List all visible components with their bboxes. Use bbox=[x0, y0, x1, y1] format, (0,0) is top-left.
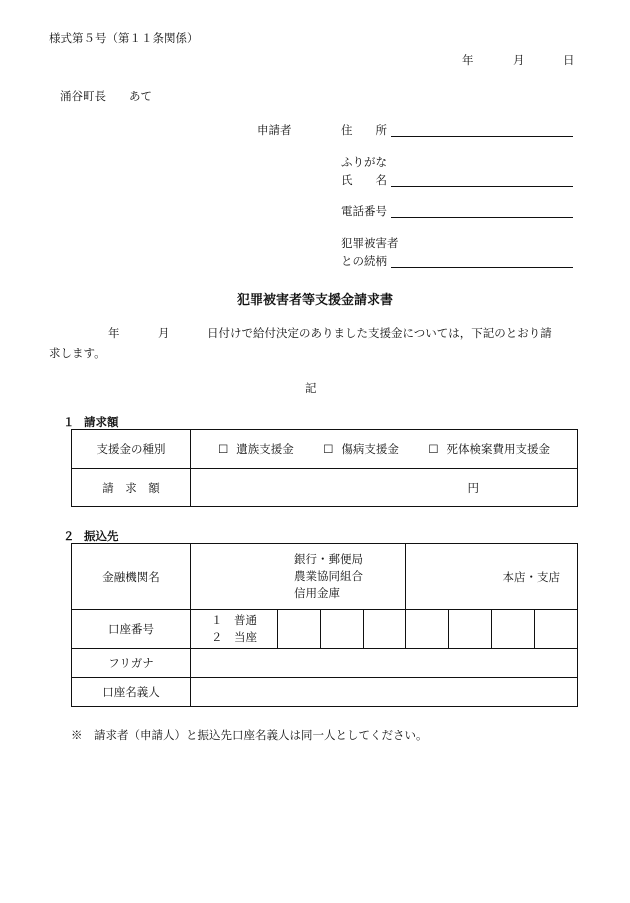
account-type-ordinary: １ 普通 bbox=[211, 613, 257, 627]
account-digit-box[interactable] bbox=[278, 610, 321, 649]
account-type-current: ２ 当座 bbox=[211, 630, 257, 644]
checkbox-icon[interactable]: ☐ bbox=[323, 442, 334, 456]
transfer-table bbox=[71, 543, 578, 707]
account-digit-box[interactable] bbox=[492, 610, 535, 649]
amount-label: 請 求 額 bbox=[72, 469, 191, 507]
section2-heading: 振込先 bbox=[84, 529, 119, 543]
name-label: 氏 名 bbox=[341, 173, 387, 187]
body-line2: 求します。 bbox=[49, 346, 106, 360]
account-number-label: 口座番号 bbox=[72, 610, 191, 649]
date-month-label: 月 bbox=[513, 53, 525, 67]
relation-label-1: 犯罪被害者 bbox=[341, 236, 399, 250]
applicant-label: 申請者 bbox=[257, 123, 292, 137]
bank-type-1: 銀行・郵便局 bbox=[294, 552, 363, 566]
claim-amount-table bbox=[71, 429, 578, 507]
branch-field[interactable] bbox=[406, 544, 578, 610]
account-digit-box[interactable] bbox=[364, 610, 406, 649]
account-digit-box[interactable] bbox=[535, 610, 578, 649]
furigana-label: ふりがな bbox=[341, 155, 387, 169]
section2-number: ２ bbox=[63, 529, 75, 543]
checkbox-icon[interactable]: ☐ bbox=[217, 442, 229, 456]
furigana-row-label: フリガナ bbox=[72, 649, 191, 678]
branch-label: 本店・支店 bbox=[502, 569, 560, 584]
option-injury: 傷病支援金 bbox=[341, 442, 399, 456]
bank-label: 金融機関名 bbox=[72, 544, 191, 610]
body-line1: 日付けで給付決定のありました支援金については，下記のとおり請 bbox=[207, 326, 552, 340]
body-year: 年 bbox=[108, 326, 120, 340]
form-number: 様式第５号（第１１条関係） bbox=[49, 31, 199, 45]
date-year-label: 年 bbox=[462, 53, 474, 67]
account-digit-box[interactable] bbox=[321, 610, 364, 649]
furigana-field[interactable] bbox=[191, 649, 578, 678]
bank-type-3: 信用金庫 bbox=[294, 586, 340, 600]
date-day-label: 日 bbox=[563, 53, 575, 67]
account-digit-box[interactable] bbox=[449, 610, 492, 649]
section1-number: １ bbox=[63, 415, 75, 429]
name-field[interactable] bbox=[391, 186, 573, 187]
account-type-field[interactable] bbox=[191, 610, 278, 649]
option-bereaved: 遺族支援金 bbox=[236, 442, 294, 456]
address-field[interactable] bbox=[391, 136, 573, 137]
yen-unit: 円 bbox=[467, 480, 479, 495]
section1-heading: 請求額 bbox=[84, 415, 119, 429]
bank-type-2: 農業協同組合 bbox=[294, 569, 363, 583]
phone-field[interactable] bbox=[391, 217, 573, 218]
support-type-label: 支援金の種別 bbox=[72, 430, 191, 469]
relation-field[interactable] bbox=[391, 267, 573, 268]
body-month: 月 bbox=[158, 326, 170, 340]
addressee: 涌谷町長 あて bbox=[60, 89, 152, 103]
account-digit-box[interactable] bbox=[406, 610, 449, 649]
support-type-options bbox=[191, 430, 578, 469]
phone-label: 電話番号 bbox=[341, 204, 387, 218]
checkbox-icon[interactable]: ☐ bbox=[428, 442, 439, 456]
address-label: 住 所 bbox=[341, 123, 387, 137]
document-title: 犯罪被害者等支援金請求書 bbox=[236, 293, 393, 308]
note: ※ 請求者（申請人）と振込先口座名義人は同一人としてください。 bbox=[71, 728, 428, 742]
bank-name-field[interactable] bbox=[191, 544, 406, 610]
option-autopsy: 死体検案費用支援金 bbox=[446, 442, 551, 456]
ki-mark: 記 bbox=[305, 381, 317, 395]
holder-label: 口座名義人 bbox=[72, 678, 191, 707]
amount-field[interactable] bbox=[191, 469, 578, 507]
holder-field[interactable] bbox=[191, 678, 578, 707]
relation-label-2: との続柄 bbox=[341, 254, 387, 268]
